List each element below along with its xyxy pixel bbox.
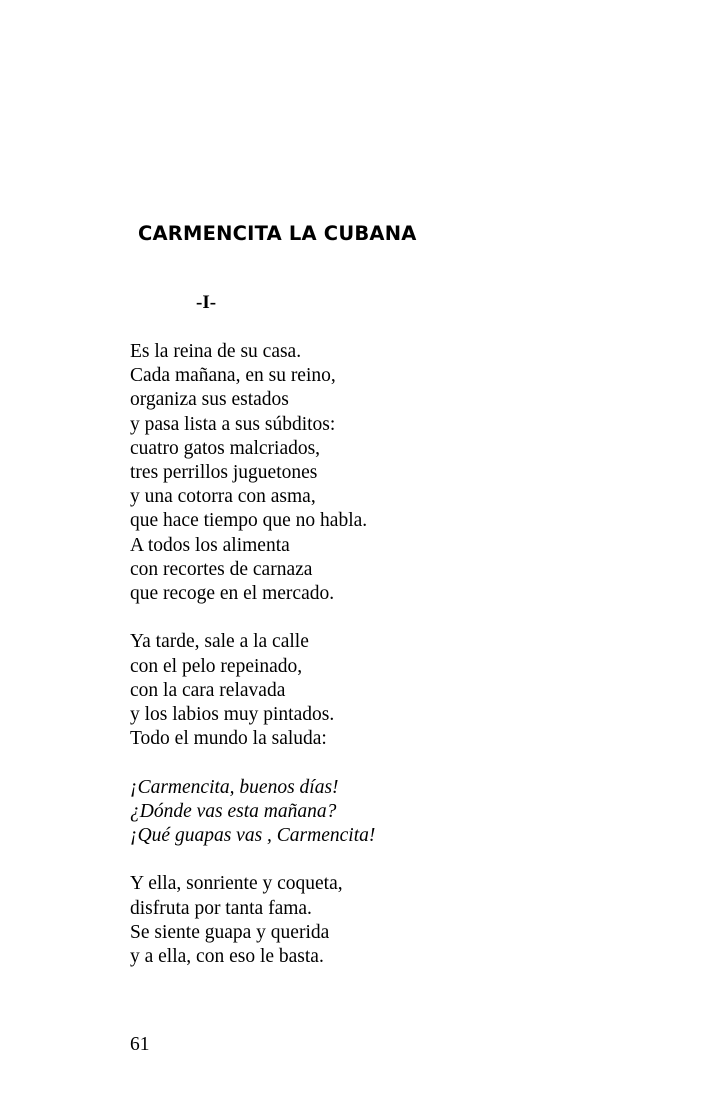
poem-line: con recortes de carnaza (130, 558, 313, 580)
poem-body (130, 340, 630, 993)
poem-line: organiza sus estados (130, 389, 289, 411)
poem-line: cuatro gatos malcriados, (130, 437, 321, 459)
poem-line: y una cotorra con asma, (130, 486, 316, 508)
stanza-4 (130, 872, 630, 969)
poem-line: Todo el mundo la saluda: (130, 728, 327, 750)
poem-line: disfruta por tanta fama. (130, 897, 312, 919)
page-number: 61 (130, 1034, 150, 1055)
stanza-1 (130, 340, 630, 606)
poem-line: Es la reina de su casa. (130, 341, 302, 362)
poem-line: con la cara relavada (130, 679, 286, 701)
poem-title: CARMENCITA LA CUBANA (138, 222, 417, 245)
poem-line: que recoge en el mercado. (130, 583, 335, 605)
stanza-2 (130, 630, 630, 751)
poem-line: Se siente guapa y querida (130, 921, 330, 943)
poem-line: Cada mañana, en su reino, (130, 365, 336, 387)
poem-line: ¡Carmencita, buenos días! (130, 776, 339, 798)
poem-line: y a ella, con eso le basta. (130, 946, 324, 968)
poem-line: y pasa lista a sus súbditos: (130, 413, 336, 435)
poem-line: Ya tarde, sale a la calle (130, 631, 309, 653)
poem-line: con el pelo repeinado, (130, 655, 303, 677)
poem-line: tres perrillos juguetones (130, 462, 318, 484)
poem-line: Y ella, sonriente y coqueta, (130, 873, 343, 895)
poem-line: ¿Dónde vas esta mañana? (130, 800, 337, 822)
stanza-3-dialogue (130, 776, 630, 849)
section-number: -I- (196, 292, 217, 313)
poem-line: y los labios muy pintados. (130, 704, 335, 726)
poem-line: ¡Qué guapas vas , Carmencita! (130, 825, 376, 847)
poem-line: A todos los alimenta (130, 534, 290, 556)
poem-line: que hace tiempo que no habla. (130, 510, 368, 532)
